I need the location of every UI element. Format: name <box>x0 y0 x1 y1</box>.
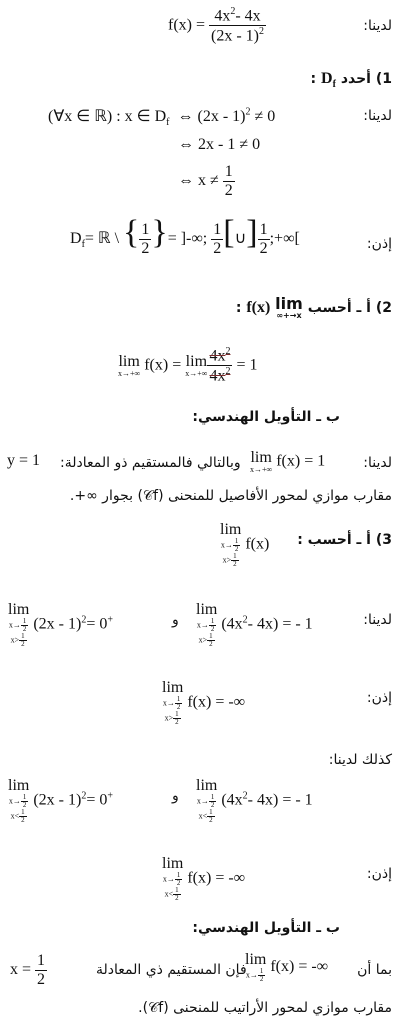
q3-also: كذلك لدينا: <box>328 752 392 768</box>
q3-geo-title: ب ـ التأويل الهندسي: <box>192 920 340 936</box>
q2-line-a-label: لدينا: <box>363 455 392 471</box>
q2-fx: f(x) <box>246 299 271 316</box>
function-definition <box>168 6 266 46</box>
q1-title: 1) أحدد $D_f$ : <box>310 70 392 91</box>
lim-left: lim x→+∞ <box>118 352 141 378</box>
q2-title-text: 2) أ ـ أحسب <box>307 300 392 316</box>
q3-lim-right-1: lim x→ $\frac{1}{2}$ x> $\frac{1}{2}$ ($4x^2-$ 4x) = - 1 <box>196 601 313 648</box>
brace-close: } <box>151 214 168 251</box>
q1-line2: ⇔ 2x - 1 ≠ 0 <box>178 136 261 153</box>
q3-conclusion-2: lim x→ $\frac{1}{2}$ x< $\frac{1}{2}$ f(x) = -∞ <box>162 855 246 902</box>
domain-half-3: $\frac{1}{2}$ <box>259 220 268 257</box>
sub-f: f <box>81 239 85 251</box>
q3-final-line: مقارب موازي لمحور الأراتيب للمنحنى (𝒞f). <box>138 1000 392 1016</box>
q3-title-text: 3) أ ـ أحسب : <box>297 532 392 548</box>
half-num: 1 <box>224 163 233 180</box>
q3-lim-left-1: lim x→ $\frac{1}{2}$ x> $\frac{1}{2}$ (2x - 1)$^2$= 0+ <box>8 601 113 648</box>
q2-eq-one: = 1 <box>236 356 258 374</box>
domain-line <box>70 214 300 258</box>
sq: 2 <box>245 106 251 118</box>
df-symbol: $D_f$ <box>321 70 336 91</box>
q3-label-1: لدينا: <box>363 612 392 628</box>
f-num: 4x <box>214 7 231 25</box>
brace-open: { <box>123 214 140 251</box>
half-fraction <box>223 163 235 200</box>
q3-final-label: بما أن <box>357 962 392 978</box>
union-sign: ∪ <box>234 230 247 247</box>
q1-line1-end: ≠ 0 <box>254 108 276 125</box>
q3-conclusion-label-1: إذن: <box>366 690 392 706</box>
q3-lim-right-2: lim x→ $\frac{1}{2}$ x< $\frac{1}{2}$ ($4x^2-$ 4x) = - 1 <box>196 777 313 824</box>
q2-line-a-eq: y = 1 <box>7 452 41 469</box>
intro-label: لدينا: <box>363 18 392 34</box>
q1-conclusion-label: إذن: <box>366 236 392 252</box>
q3-title <box>297 532 392 548</box>
domain-lhs: D <box>70 230 82 247</box>
q1-title-text: 1) أحدد <box>340 71 392 87</box>
f-lhs: f(x) = <box>168 16 206 34</box>
q3-title-lim: lim x→ $\frac{1}{2}$ x> $\frac{1}{2}$ f(x) <box>220 521 270 568</box>
q3-final-lim: lim x→ $\frac{1}{2}$ f(x) = -∞ <box>245 951 329 983</box>
q2-geo-title: ب ـ التأويل الهندسي: <box>192 409 340 425</box>
q2-lim: lim x→+∞ <box>275 294 303 320</box>
q2-line-a-lim: lim x→+∞ f(x) = 1 <box>250 449 326 474</box>
bracket-close: ] <box>246 214 258 251</box>
f-num-rest: - 4x <box>235 7 261 25</box>
sub-f: f <box>166 117 170 129</box>
domain-mid2: = ]-∞; <box>167 230 208 247</box>
sq: 2 <box>259 26 264 38</box>
q1-label: لدينا: <box>363 108 392 124</box>
sq: 2 <box>230 6 236 17</box>
q1-line1 <box>48 106 275 128</box>
q2-line-b: مقارب موازي لمحور الأفاصيل للمنحنى (𝒞f) بجوار ∞+. <box>69 488 392 504</box>
q2-limit <box>118 346 257 386</box>
domain-mid1: = ℝ \ <box>84 230 120 247</box>
q3-conclusion-1: lim x→ $\frac{1}{2}$ x> $\frac{1}{2}$ f(x) = -∞ <box>162 679 246 726</box>
q1-line3-left: ⇔ x ≠ <box>178 172 219 190</box>
lim-right: lim x→+∞ <box>185 352 208 378</box>
q2-line-a-text: وبالتالي فالمستقيم ذو المعادلة: <box>60 455 241 471</box>
domain-half: $\frac{1}{2}$ <box>141 220 150 257</box>
bracket-open: [ <box>223 214 235 251</box>
domain-end: ;+∞[ <box>269 230 300 247</box>
q2-fx-eq: f(x) = <box>144 356 182 374</box>
q2-frac: $\frac{4x^2}{4x^2}$ <box>209 346 231 385</box>
q1-line1-right: ⇔ (2x - 1) <box>177 108 246 125</box>
q3-conclusion-label-2: إذن: <box>366 866 392 882</box>
f-fraction <box>209 6 266 46</box>
q3-final-eq: x = $\frac{1}{2}$ <box>10 952 46 988</box>
domain-half-2: $\frac{1}{2}$ <box>213 220 222 257</box>
q3-final-text: فإن المستقيم ذي المعادلة <box>96 962 247 978</box>
q3-and-1: و <box>172 612 179 628</box>
q3-lim-left-2: lim x→ $\frac{1}{2}$ x< $\frac{1}{2}$ (2x - 1)$^2$= 0+ <box>8 777 113 824</box>
f-den: (2x - 1) <box>211 27 259 45</box>
q2-title: 2) أ ـ أحسب lim x→+∞ f(x) : <box>235 294 392 320</box>
q1-line3 <box>178 163 235 200</box>
q3-and-2: و <box>172 788 179 804</box>
half-den: 2 <box>224 182 233 199</box>
q1-line1-left: (∀x ∈ ℝ) : x ∈ D <box>48 108 167 125</box>
